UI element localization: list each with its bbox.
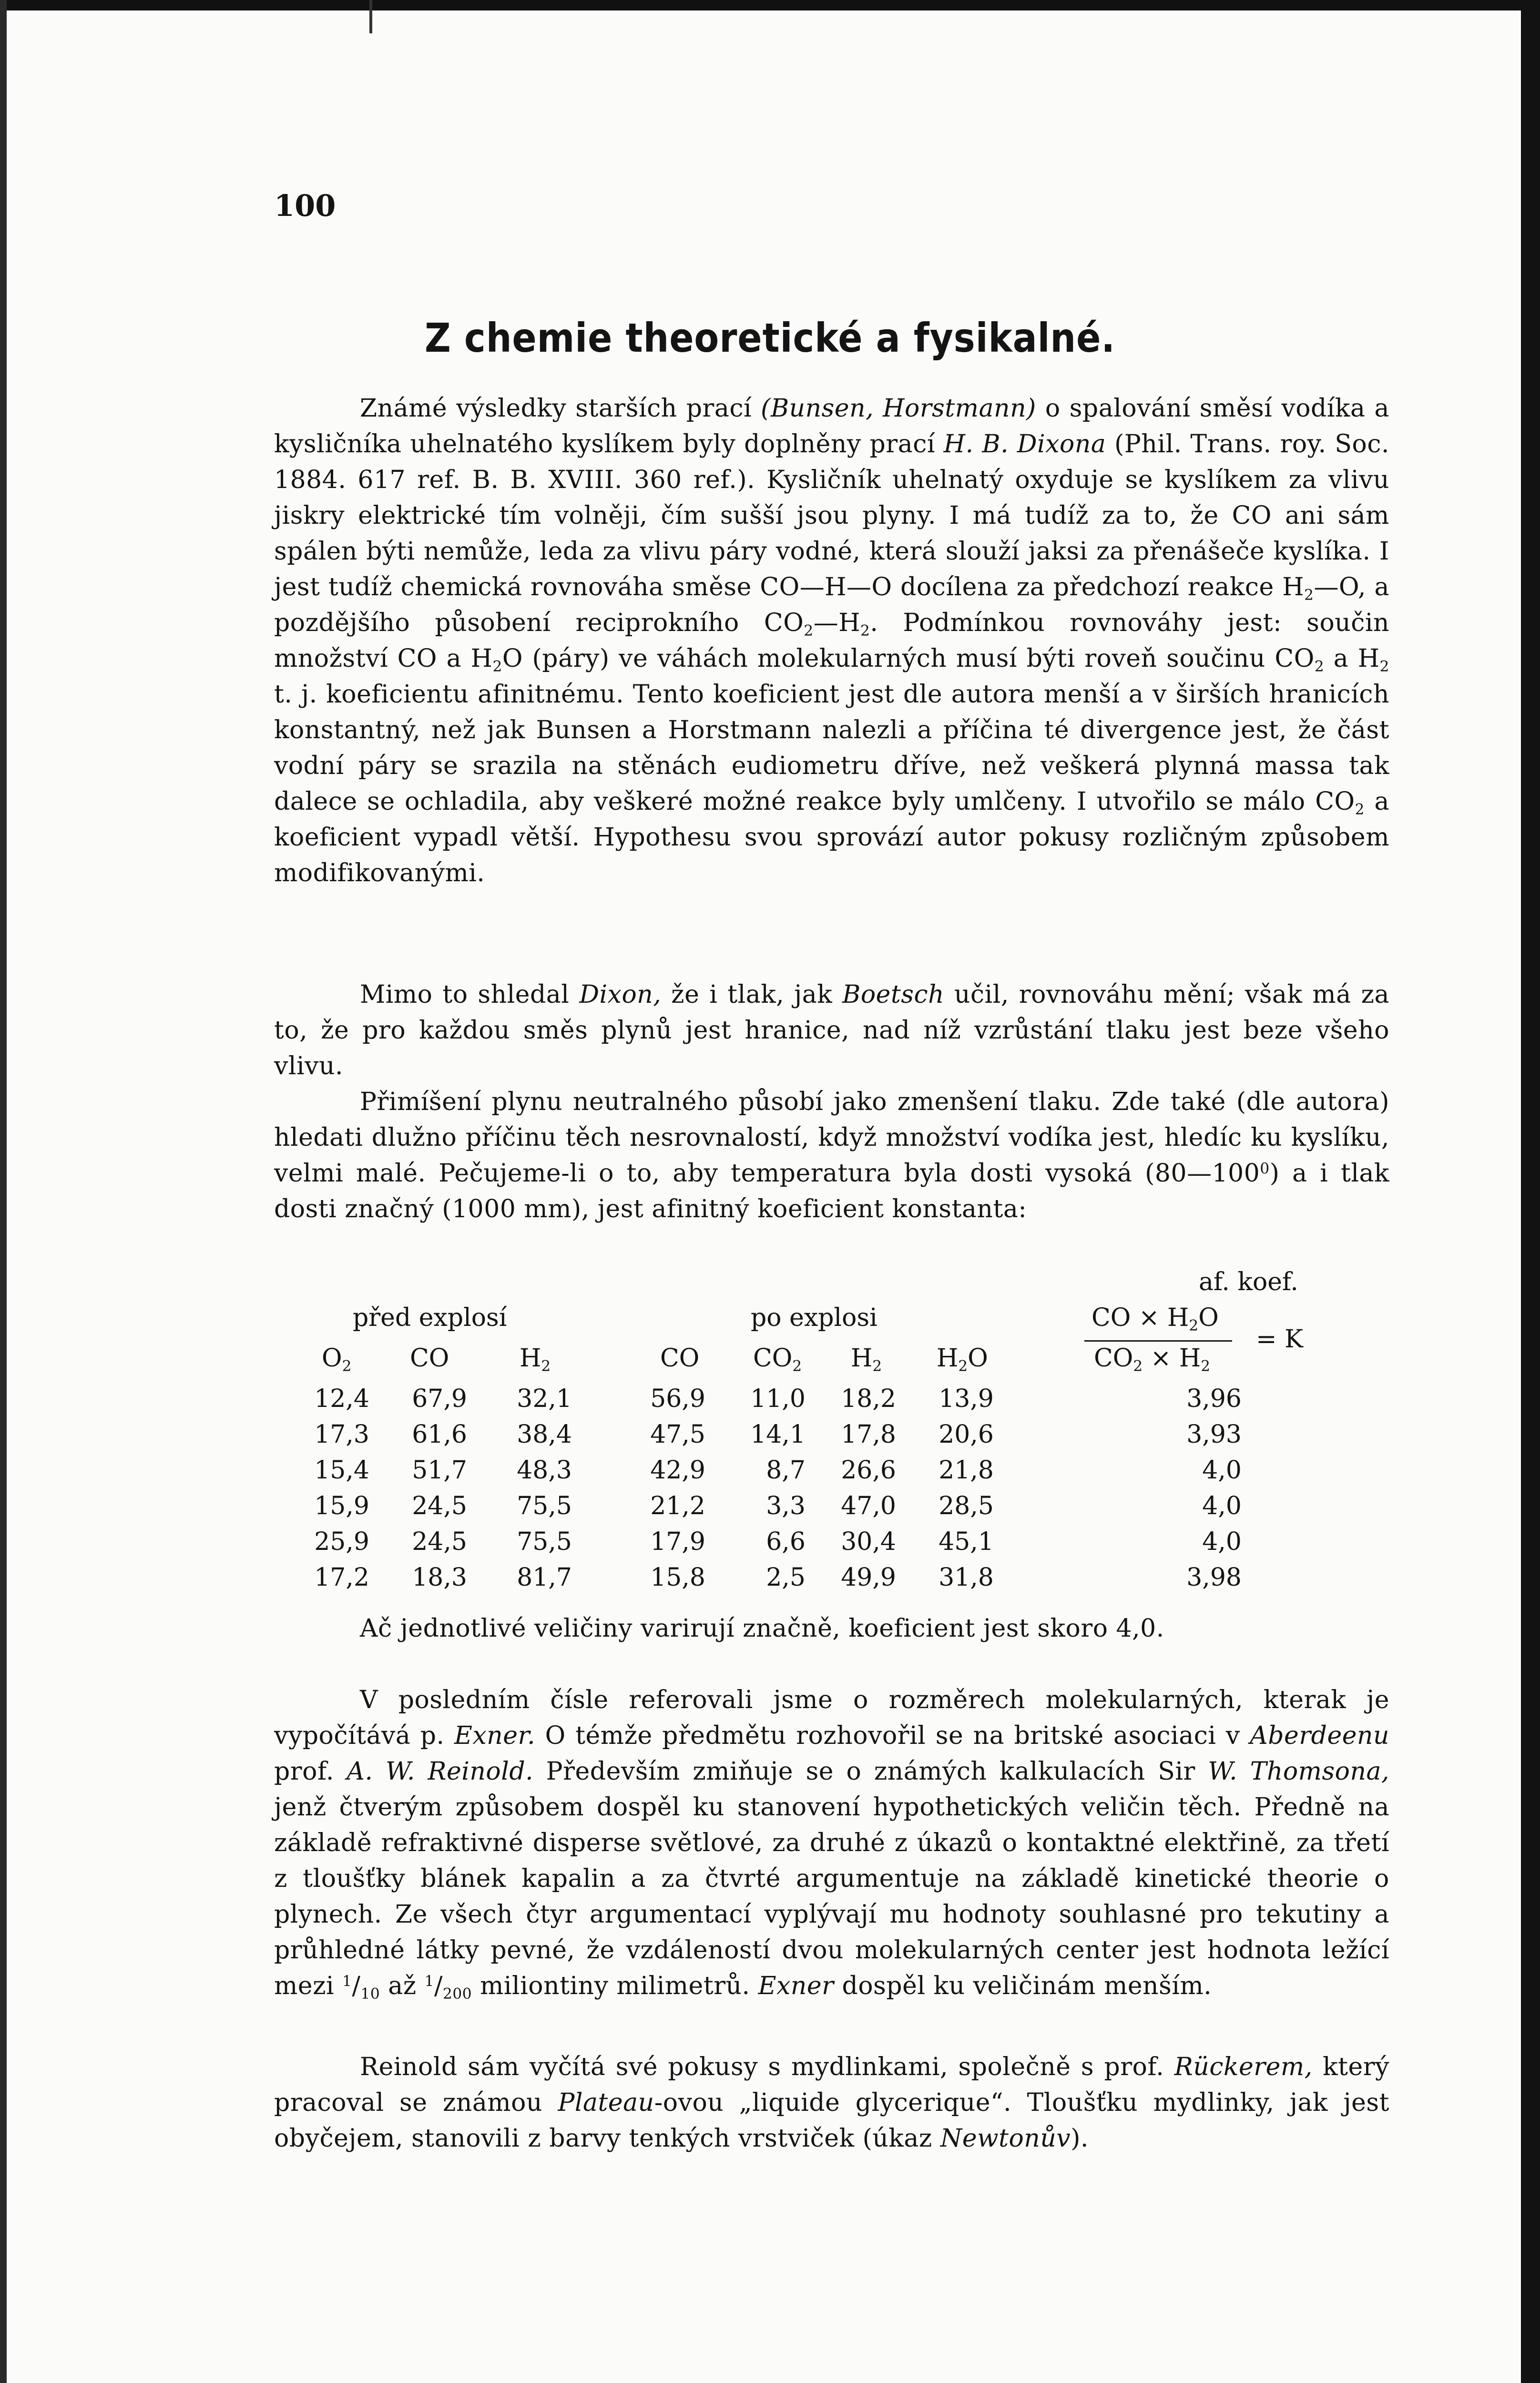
scan-border-left — [0, 0, 7, 2383]
explosion-data-table — [274, 1258, 1389, 1620]
cell-co2: 11,0 — [750, 1385, 806, 1413]
cell-co2: 8,7 — [766, 1456, 806, 1485]
col-header-h2-after: $H_2$ — [851, 1344, 882, 1375]
cell-coef: 3,98 — [1186, 1563, 1242, 1592]
cell-o2: 15,4 — [314, 1456, 369, 1485]
cell-co: 51,7 — [412, 1456, 467, 1485]
cell-co-after: 15,8 — [650, 1563, 705, 1592]
fraction-denominator: $CO_2 \times H_2$ — [1094, 1344, 1211, 1375]
col-header-h2o: $H_2O$ — [937, 1344, 988, 1375]
cell-co: 18,3 — [412, 1563, 467, 1592]
cell-o2: 15,9 — [314, 1492, 369, 1520]
cell-co-after: 42,9 — [650, 1456, 705, 1485]
cell-o2: 17,3 — [314, 1420, 369, 1449]
cell-o2: 17,2 — [314, 1563, 369, 1592]
cell-co-after: 21,2 — [650, 1492, 705, 1520]
cell-o2: 12,4 — [314, 1385, 369, 1413]
cell-h2-after: 30,4 — [841, 1528, 896, 1556]
cell-h2-after: 49,9 — [841, 1563, 896, 1592]
before-explosion-header: před explosí — [353, 1304, 507, 1332]
after-explosion-header: po explosi — [751, 1304, 877, 1332]
cell-h2: 32,1 — [517, 1385, 572, 1413]
cell-h2o: 21,8 — [938, 1456, 994, 1485]
equals-k: = K — [1256, 1325, 1303, 1354]
fraction-line — [1084, 1340, 1232, 1342]
cell-co-after: 47,5 — [650, 1420, 705, 1449]
cell-h2-after: 26,6 — [841, 1456, 896, 1485]
cell-co: 24,5 — [412, 1528, 467, 1556]
scan-border-right — [1521, 0, 1540, 2383]
section-title: Z chemie theoretické a fysikalné. — [425, 315, 1115, 361]
col-header-o2: $O_2$ — [322, 1344, 352, 1375]
page-number: 100 — [274, 188, 336, 223]
col-header-co-after: CO — [660, 1344, 700, 1373]
cell-h2o: 31,8 — [938, 1563, 994, 1592]
cell-h2o: 28,5 — [938, 1492, 994, 1520]
cell-coef: 3,93 — [1186, 1420, 1242, 1449]
cell-co2: 2,5 — [766, 1563, 806, 1592]
col-header-co: CO — [410, 1344, 449, 1373]
paragraph-pressure: Mimo to shledal Dixon, že i tlak, jak Boetsch učil, rovnováhu mění; však má za to, že pro každou směs plynů jest hranice, nad níž vzrůstání tlaku jest beze všeho vlivu. — [274, 980, 1389, 1080]
paragraph-reinold: Reinold sám vyčítá své pokusy s mydlinkami, společně s prof. Rückerem, který pracoval se známou Plateau-ovou „liquide glycerique“. Tloušťku mydlinky, jak jest obyčejem, stanovili z barvy tenkých vrstviček (úkaz Newtonův). — [274, 2053, 1389, 2153]
cell-co2: 14,1 — [750, 1420, 806, 1449]
coef-label: af. koef. — [1199, 1268, 1298, 1296]
fraction-numerator: CO × $H_2O$ — [1091, 1304, 1219, 1334]
cell-h2o: 13,9 — [938, 1385, 994, 1413]
cell-coef: 3,96 — [1186, 1385, 1242, 1413]
cell-coef: 4,0 — [1202, 1528, 1242, 1556]
cell-h2-after: 18,2 — [841, 1385, 896, 1413]
cell-h2: 48,3 — [517, 1456, 572, 1485]
paragraph-dixon-combustion: Známé výsledky starších prací (Bunsen, Horstmann) o spalování směsí vodíka a kysličníka uhelnatého kyslíkem byly doplněny prací H. B. Dixona (Phil. Trans. roy. Soc. 1884. 617 ref. B. B. XVIII. 360 ref.). Kysličník uhelnatý oxyduje se kyslíkem za vlivu jiskry elektrické tím volněji, čím sušší jsou plyny. I má tudíž za to, že CO ani sám spálen býti nemůže, leda za vlivu páry vodné, která slouží jaksi za přenášeče kyslíka. I jest tudíž chemická rovnováha směse CO—H—O docílena za předchozí reakce $H_2—O$, a pozdějšího působení reciprokního $CO_2—H_2$. Podmínkou rovnováhy jest: součin množství CO a $H_2O$ (páry) ve váhách molekularných musí býti roveň součinu $CO_2$ a $H_2$ t. j. koeficientu afinitnému. Tento koeficient jest dle autora menší a v širších hranicích konstantný, než jak Bunsen a Horstmann nalezli a příčina té divergence jest, že část vodní páry se srazila na stěnách eudiometru dříve, než veškerá plynná massa tak dalece se ochladila, aby veškeré možné reakce byly umlčeny. I utvořilo se málo $CO_2$ a koeficient vypadl větší. Hypothesu svou sprovází autor pokusy rozličným způsobem modifikovanými. — [274, 394, 1390, 887]
cell-h2o: 45,1 — [938, 1528, 994, 1556]
cell-co-after: 17,9 — [650, 1528, 705, 1556]
cell-co: 67,9 — [412, 1385, 467, 1413]
scan-mark — [369, 0, 372, 33]
cell-co: 61,6 — [412, 1420, 467, 1449]
cell-co2: 6,6 — [766, 1528, 806, 1556]
col-header-co2: $CO_2$ — [753, 1344, 802, 1375]
cell-h2-after: 47,0 — [841, 1492, 896, 1520]
cell-coef: 4,0 — [1202, 1492, 1242, 1520]
cell-h2o: 20,6 — [938, 1420, 994, 1449]
table-conclusion: Ač jednotlivé veličiny varirují značně, koeficient jest skoro 4,0. — [360, 1614, 1164, 1643]
cell-o2: 25,9 — [314, 1528, 369, 1556]
scan-border-top — [0, 0, 1540, 10]
paragraph-neutral-gas: Přimíšení plynu neutralného působí jako zmenšení tlaku. Zde také (dle autora) hledati dlužno příčinu těch nesrovnalostí, když množství vodíka jest, hledíc ku kyslíku, velmi malé. Pečujeme-li o to, aby temperatura byla dosti vysoká $(80—100^0)$ a i tlak dosti značný (1000 mm), jest afinitný koeficient konstanta: — [274, 1088, 1389, 1223]
cell-h2: 75,5 — [517, 1492, 572, 1520]
paragraph-molecular-size: V posledním čísle referovali jsme o rozměrech molekularných, kterak je vypočítává p. Exner. O témže předmětu rozhovořil se na britské asociaci v Aberdeenu prof. A. W. Reinold. Především zmiňuje se o známých kalkulacích Sir W. Thomsona, jenž čtverým způsobem dospěl ku stanovení hypothetických veličin těch. Předně na základě refraktivné disperse světlové, za druhé z úkazů o kontaktné elektřině, za třetí z tloušťky blánek kapalin a za čtvrté argumentuje na základě kinetické theorie o plynech. Ze všech čtyr argumentací vyplývají mu hodnoty souhlasné pro tekutiny a průhledné látky pevné, že vzdáleností dvou molekularných center jest hodnota ležící mezi $^1/_{10}$ až $^1/_{200}$ miliontiny milimetrů. Exner dospěl ku veličinám menším. — [274, 1686, 1390, 2003]
cell-coef: 4,0 — [1202, 1456, 1242, 1485]
cell-co-after: 56,9 — [650, 1385, 705, 1413]
cell-h2-after: 17,8 — [841, 1420, 896, 1449]
cell-h2: 75,5 — [517, 1528, 572, 1556]
cell-h2: 38,4 — [517, 1420, 572, 1449]
cell-h2: 81,7 — [517, 1563, 572, 1592]
cell-co2: 3,3 — [766, 1492, 806, 1520]
cell-co: 24,5 — [412, 1492, 467, 1520]
col-header-h2: $H_2$ — [520, 1344, 551, 1375]
